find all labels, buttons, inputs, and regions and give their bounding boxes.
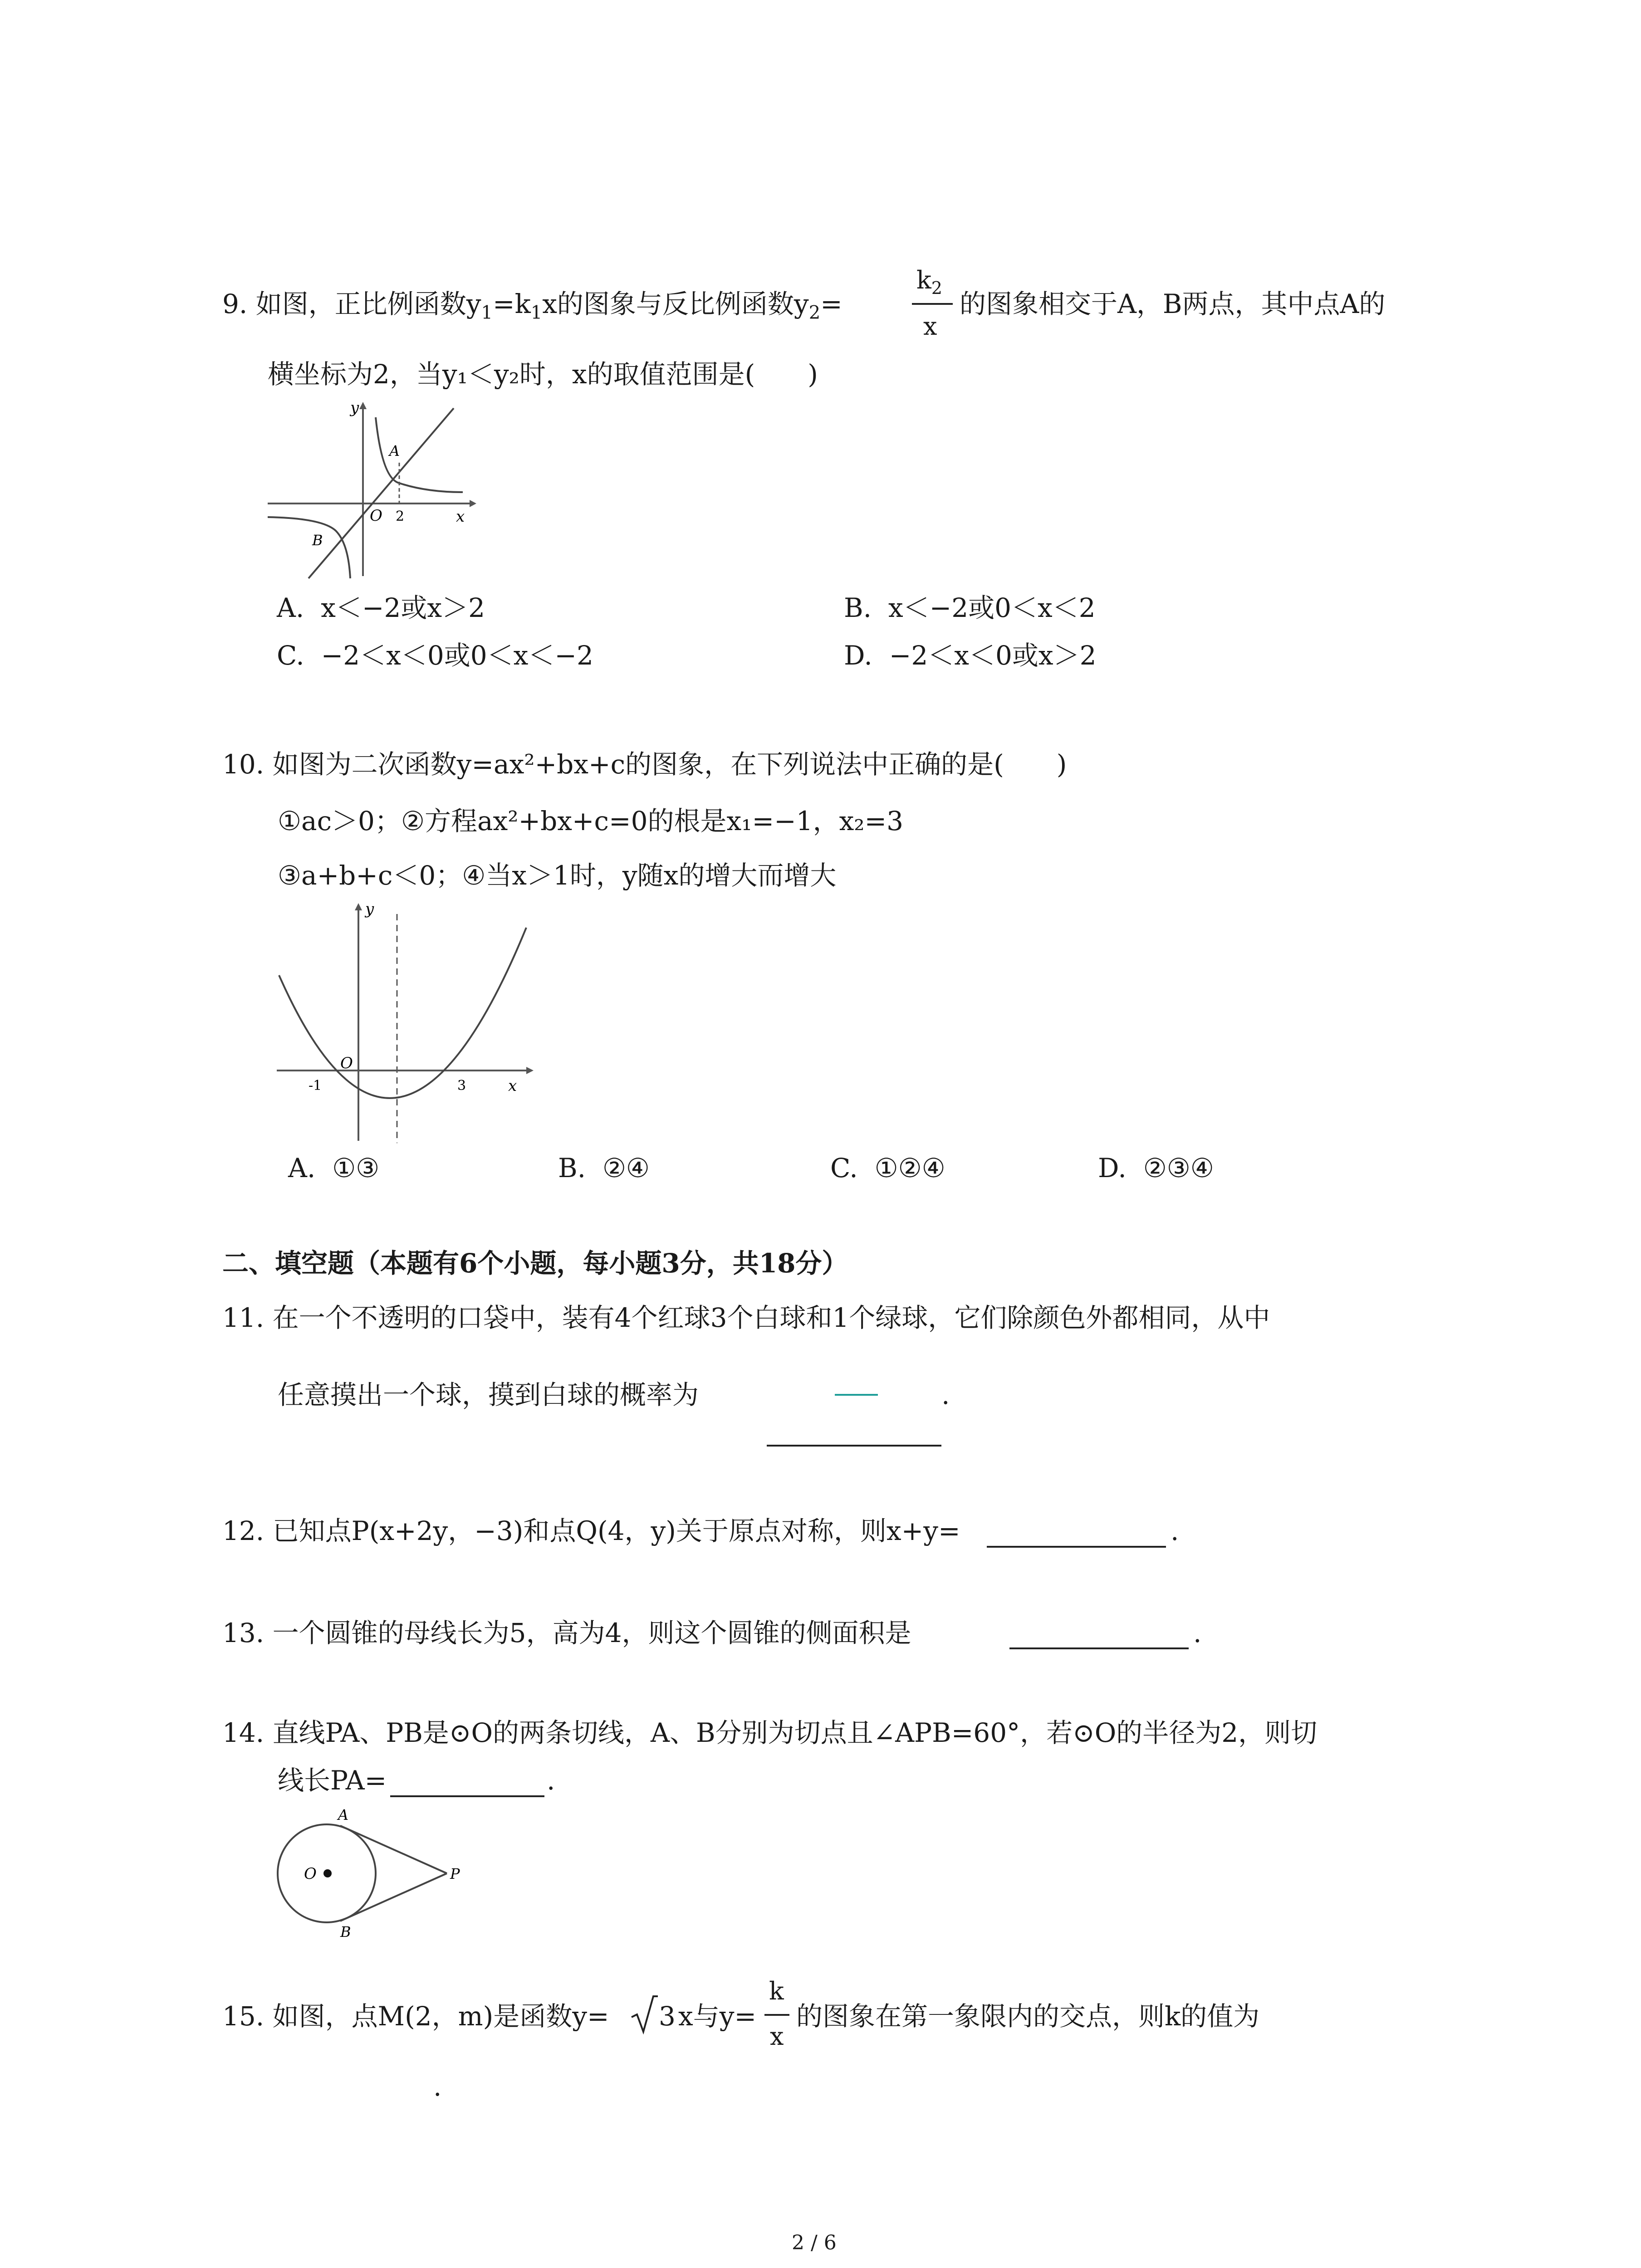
q9-line1a: 9. 如图，正比例函数$y_1=k_1x$的图象与反比例函数$y_2=$	[222, 288, 843, 323]
q15-frac-denominator: x	[770, 2022, 784, 2051]
q12-answer-blank[interactable]	[987, 1546, 1166, 1548]
q15-sqrt-sign-icon	[631, 1994, 658, 2034]
q14-line2: 线长PA=	[278, 1765, 387, 1796]
q9-fraction-bar	[912, 303, 953, 305]
q10-option-c[interactable]: C. ①②④	[830, 1153, 945, 1183]
q11-answer-blank[interactable]	[767, 1445, 941, 1447]
q9-option-b[interactable]: B. x＜−2或0＜x＜2	[844, 592, 1096, 623]
q14-label-b: B	[340, 1923, 351, 1941]
q14-label-o: O	[304, 1865, 317, 1883]
q15-post: 的图象在第一象限内的交点，则k的值为	[796, 2001, 1260, 2032]
q9-label-o: O	[370, 507, 382, 525]
q10-label-y: y	[365, 900, 374, 918]
q12-dot: .	[1171, 1515, 1179, 1546]
q15-dot: .	[433, 2071, 442, 2102]
q9-label-y: y	[350, 399, 359, 417]
q9-y-arrow-icon	[359, 402, 367, 409]
q10-option-a[interactable]: A. ①③	[288, 1153, 380, 1183]
q9-proportional-line	[309, 408, 454, 578]
q9-option-a[interactable]: A. x＜−2或x＞2	[277, 592, 485, 623]
q15-frac-numerator: k	[769, 1977, 784, 2005]
q10-option-b[interactable]: B. ②④	[558, 1153, 650, 1183]
q10-x-arrow-icon	[526, 1067, 534, 1074]
q15-fraction-bar	[764, 2014, 789, 2016]
q14-tangent-pb	[340, 1873, 447, 1921]
q10-parabola	[279, 928, 526, 1098]
q9-frac-denominator: x	[923, 312, 937, 341]
q9-option-d[interactable]: D. −2＜x＜0或x＞2	[844, 640, 1097, 671]
q9-label-b: B	[312, 532, 323, 549]
q14-tangent-pa	[340, 1826, 447, 1873]
q9-hyperbola-branch-2	[268, 517, 350, 578]
q14-dot: .	[547, 1765, 555, 1796]
q14-figure	[272, 1805, 467, 1941]
q14-center-dot	[323, 1869, 332, 1877]
q10-figure	[272, 900, 535, 1145]
q10-option-d[interactable]: D. ②③④	[1098, 1153, 1214, 1183]
q13-answer-blank[interactable]	[1009, 1647, 1189, 1649]
q9-line2: 横坐标为2，当y₁＜y₂时，x的取值范围是( )	[268, 359, 818, 390]
q15-pre: 15. 如图，点M(2，m)是函数y=	[222, 2001, 609, 2032]
q10-label-o: O	[340, 1054, 353, 1072]
q11-line2: 任意摸出一个球，摸到白球的概率为	[278, 1379, 699, 1410]
q12-text: 12. 已知点P(x+2y，−3)和点Q(4，y)关于原点对称，则x+y=	[222, 1515, 960, 1546]
q14-label-a: A	[338, 1806, 349, 1823]
q9-label-a: A	[389, 442, 400, 459]
q9-figure	[263, 399, 476, 581]
q15-sqrt-arg: 3	[659, 2001, 676, 2032]
q13-text: 13. 一个圆锥的母线长为5，高为4，则这个圆锥的侧面积是	[222, 1618, 911, 1648]
q11-fraction-mark	[835, 1394, 878, 1396]
q15-mid: x与y=	[678, 2001, 757, 2032]
q9-x-arrow-icon	[470, 500, 476, 507]
q10-line1: 10. 如图为二次函数y=ax²+bx+c的图象，在下列说法中正确的是( )	[222, 749, 1067, 780]
q14-line1: 14. 直线PA、PB是⊙O的两条切线，A、B分别为切点且∠APB=60°，若⊙O的半径为2，则切	[222, 1717, 1318, 1748]
q11-line1: 11. 在一个不透明的口袋中，装有4个红球3个白球和1个绿球，它们除颜色外都相同，从中	[222, 1302, 1270, 1333]
q10-label-neg1: -1	[309, 1078, 322, 1094]
q9-option-c[interactable]: C. −2＜x＜0或0＜x＜−2	[277, 640, 593, 671]
q10-label-x: x	[508, 1077, 517, 1095]
q14-label-p: P	[450, 1865, 460, 1882]
q9-frac-numerator: $k_2$	[916, 266, 942, 298]
section-title: 二、填空题（本题有6个小题，每小题3分，共18分）	[222, 1248, 848, 1279]
q9-line1b: 的图象相交于A，B两点，其中点A的	[960, 288, 1386, 319]
q10-label-3: 3	[457, 1078, 466, 1094]
q10-line3: ③a+b+c＜0；④当x＞1时，y随x的增大而增大	[278, 860, 837, 891]
q10-y-arrow-icon	[355, 903, 362, 910]
q10-line2: ①ac＞0；②方程ax²+bx+c=0的根是x₁=−1，x₂=3	[278, 806, 904, 836]
page-number: 2 / 6	[792, 2231, 837, 2254]
q13-dot: .	[1193, 1618, 1202, 1648]
q9-label-x: x	[456, 508, 465, 526]
q11-dot: .	[941, 1379, 950, 1410]
q9-label-2: 2	[396, 508, 405, 524]
q9-hyperbola-branch-1	[376, 417, 463, 492]
q14-answer-blank[interactable]	[390, 1795, 544, 1797]
